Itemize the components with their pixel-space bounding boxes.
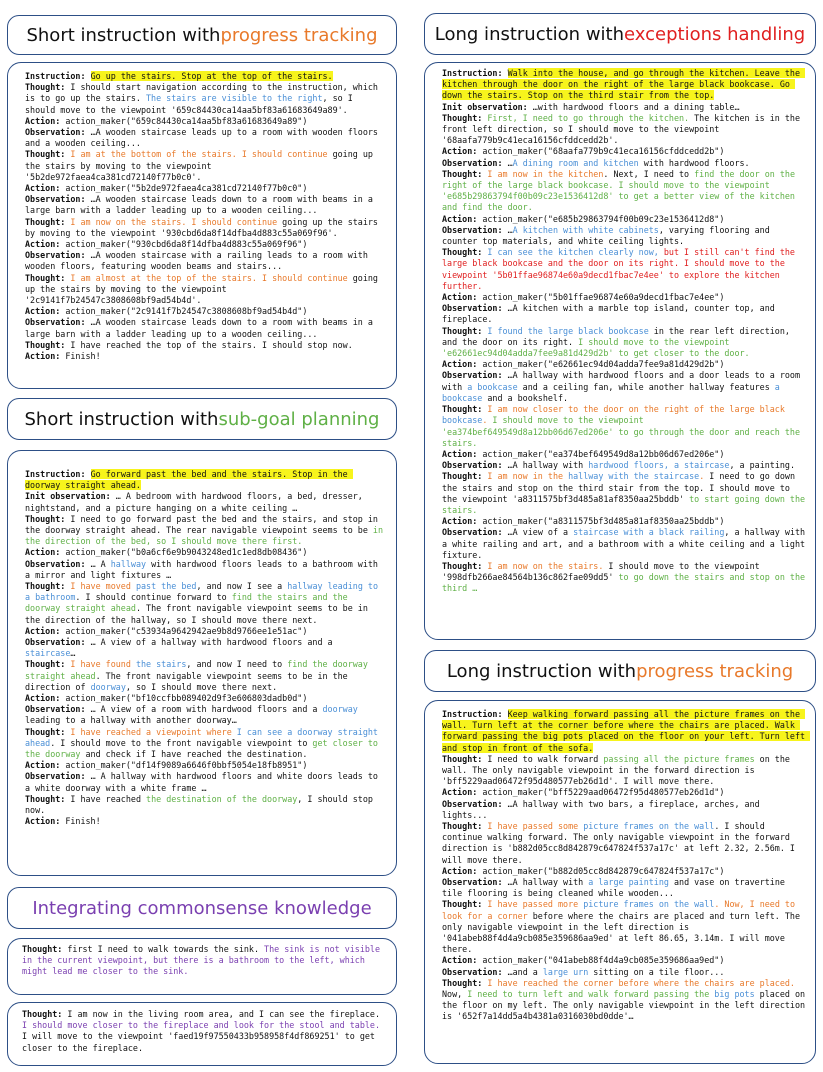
line-text: … A bedroom with hardwood floors, a bed, dresser, nightstand, and a picture hanging on a white ceiling … (25, 491, 368, 513)
line-text: Finish! (65, 351, 101, 362)
transcript-line (25, 794, 385, 816)
panel-long-progress (424, 700, 816, 1064)
line-text: …A wooden staircase with a railing leads to a room with wooden floors, featuring wooden beams and stairs... (25, 250, 373, 272)
line-label: Thought: (442, 899, 488, 910)
line-text: Go forward past the bed and the stairs. Stop in the doorway straight ahead. (25, 469, 353, 491)
title-short-progress (7, 15, 397, 55)
line-text: The stairs are visible to the right (146, 93, 323, 104)
line-label: Thought: (25, 216, 71, 227)
line-label: Observation: (442, 370, 508, 381)
line-label: Thought: (25, 82, 71, 93)
line-text: , I should stop now. (25, 793, 378, 816)
line-text: I have passed more (487, 899, 584, 910)
line-text: I am at the bottom of the stairs. I should continue (70, 149, 328, 160)
line-text: and vase on travertine tile flooring is being cleaned while wooden... (442, 877, 790, 899)
line-label: Action: (442, 213, 483, 224)
line-text: First, I need to go through the kitchen. (487, 112, 690, 123)
line-text: a bookcase (467, 381, 518, 392)
transcript-line (22, 944, 388, 978)
title-commonsense (7, 887, 397, 929)
line-text: get closer to the doorway (25, 737, 384, 760)
line-label: Thought: (25, 793, 71, 804)
line-text: . Now, I need to look for a corner (442, 899, 801, 921)
line-label: Thought: (442, 560, 488, 571)
line-label: Thought: (442, 404, 488, 415)
line-text: going up the stairs by moving to the viewpoint '2c9141f7b24547c3808608bf9ad54b4d'. (25, 272, 384, 306)
line-text: Walk into the house, and go through the kitchen. Leave the kitchen through the door on the right of the large black bookcase. Go down the stairs. Stop on the third stair from the top. (442, 68, 806, 101)
line-label: Observation: (25, 194, 91, 205)
line-label: Observation: (442, 527, 508, 538)
line-label: Observation: (442, 877, 508, 888)
line-text: , and now I need to (186, 659, 288, 670)
line-label: Observation: (442, 460, 508, 471)
transcript-line (25, 626, 385, 637)
line-text: and a bookshelf. (482, 392, 569, 403)
line-text: staircase with a black railing (573, 527, 725, 538)
line-text: large urn (542, 966, 589, 977)
line-label: Action: (442, 516, 483, 527)
transcript-line (442, 449, 806, 460)
line-text: doorway (90, 681, 126, 692)
transcript-line (442, 359, 806, 370)
transcript-line (25, 149, 385, 183)
line-text: , a hallway with a white railing and art, and a bathroom with a white ceiling and a light fixture. (442, 527, 811, 560)
line-text: a large painting (588, 877, 669, 888)
line-text: … (70, 648, 76, 659)
line-text: hallway with the staircase (568, 471, 700, 482)
line-text: I am almost at the top of the stairs. I should continue (70, 272, 348, 283)
line-text: I should start navigation according to the instruction, which is to go up the stairs. (25, 82, 384, 104)
line-text: hallway (110, 558, 147, 569)
line-text: I have passed some (487, 821, 584, 832)
title-long-progress (424, 650, 816, 692)
line-text: action_maker("e62661ec94d04adda7fee9a81d429d2b") (482, 359, 725, 370)
line-label: Thought: (442, 168, 488, 179)
transcript-line (25, 771, 385, 793)
line-text: action_maker("df14f9089a6646f0bbf5054e18fb8951") (65, 760, 308, 771)
panel-content (442, 709, 811, 1023)
line-label: Action: (442, 955, 483, 966)
line-text: . I should continue walking forward. The only navigable viewpoint in the forward direction is 'b882d05cc8d842879c647824f537a17c' at left 2.32, 2.56m. I will move there. (442, 821, 800, 865)
line-text: . The front navigable viewpoint seems to be in the direction of the hallway, so I should move there next. (25, 603, 373, 625)
transcript-line (25, 306, 385, 317)
title-prefix: Short instruction with (26, 24, 221, 46)
line-text: , a painting. (729, 460, 795, 471)
line-text: …A view of a (507, 527, 574, 538)
line-label: Action: (442, 146, 483, 157)
line-text: in the rear left direction, and the door on its right. (442, 325, 795, 347)
transcript-line (442, 877, 806, 899)
line-text: passing all the picture frames (603, 753, 755, 764)
line-label: Thought: (442, 821, 488, 832)
line-label: Action: (25, 351, 66, 362)
line-text: big pots (714, 989, 755, 1000)
line-text: . (699, 471, 705, 482)
line-text: the destination of the doorway (146, 793, 298, 804)
line-text: … A view of a hallway with hardwood floors and a (90, 637, 338, 648)
transcript-line (442, 292, 806, 303)
line-text: Go up the stairs. Stop at the top of the stairs. (90, 71, 333, 81)
line-text: …A wooden staircase leads down to a room with beams in a large barn with a ladder leading up to a wooden ceiling... (25, 194, 378, 216)
line-label: Observation: (25, 250, 91, 261)
panel-commonsense-sink (7, 938, 397, 995)
transcript-line (25, 513, 389, 548)
line-text: . (482, 415, 488, 426)
transcript-line (25, 317, 385, 339)
line-text: I am now on the stairs. (487, 560, 604, 571)
transcript-line (25, 727, 385, 761)
line-label: Instruction: (442, 709, 508, 719)
line-text: find the doorway straight ahead (25, 659, 373, 681)
line-text: to go down the stairs and stop on the third … (442, 572, 811, 594)
line-label: Action: (442, 292, 483, 303)
title-prefix: Long instruction with (446, 660, 637, 682)
line-text: a bookcase (442, 381, 785, 403)
line-label: Action: (442, 448, 483, 459)
transcript-line (442, 247, 806, 292)
transcript-line (25, 816, 385, 827)
line-text: action_maker("659c84430ca14aa5bf83a61683649a89") (65, 115, 308, 126)
line-text: but I still can't find the large black bookcase and the door on its right. I should move to the viewpoint '5b01ffae96874e60a9decd1fbac7e4ee' to explore the kitchen further. (442, 247, 801, 291)
line-label: Action: (442, 359, 483, 370)
transcript-line (25, 581, 385, 626)
line-text: find the stairs and the doorway straight ahead (25, 592, 353, 614)
line-text: … (507, 224, 513, 235)
transcript-line (442, 821, 806, 866)
line-label: Init observation: (25, 491, 116, 502)
line-text: , so I should move to the viewpoint '659c84430ca14aa5bf83a61683649a89'. (25, 93, 358, 115)
line-text: action_maker("bf10ccfbb089402d9f3e606803dadb0d") (65, 693, 308, 704)
line-text: I should move to the viewpoint 'ea374bef649549d8a12bb06d67ed206e' to go through the door and reach the stairs. (442, 415, 806, 448)
line-text: Finish! (65, 816, 101, 827)
transcript-line (25, 127, 385, 149)
line-text: …A hallway with two bars, a fireplace, arches, and lights... (442, 798, 765, 820)
line-text: hardwood floors, a staircase (588, 460, 730, 471)
title-accent: progress tracking (636, 660, 794, 682)
line-text: and check if I have reached the destination. (80, 749, 308, 760)
line-text: , and now I see a (196, 581, 288, 592)
line-text: …A hallway with (507, 877, 589, 888)
transcript-line (442, 560, 811, 595)
line-text: The kitchen is in the front left direction, so I should move to the viewpoint '68aafa779b9c41eca16156cfddcedd2b'. (442, 112, 806, 146)
line-text: find the door on the right of the large black bookcase. I should move to the viewpoint 'e685b29863794f00b09c23e1536412d8' to get a better view of the kitchen and find the door. (442, 168, 801, 213)
transcript-line (442, 158, 806, 169)
line-label: Observation: (25, 558, 91, 569)
transcript-line (25, 82, 385, 116)
transcript-line (25, 217, 385, 239)
transcript-line (25, 194, 385, 216)
line-label: Action: (25, 547, 66, 558)
line-text: I need to go forward past the bed and the stairs, and stop in the doorway straight ahead. The rear navigable viewpoint seems to be (25, 513, 384, 536)
title-long-exceptions (424, 13, 816, 55)
line-label: Init observation: (442, 101, 533, 112)
line-label: Action: (25, 306, 66, 317)
line-text: I found the large black bookcase (487, 325, 649, 336)
line-text: in the direction of the bed, so I should move there first. (25, 525, 389, 547)
line-text: . Next, I need to (603, 168, 695, 179)
line-text: I need to walk forward (487, 753, 604, 764)
transcript-line (25, 469, 385, 491)
line-text: sitting on a tile floor... (588, 966, 725, 977)
line-label: Thought: (22, 1009, 68, 1019)
line-label: Thought: (25, 513, 71, 524)
line-text: first I need to walk towards the sink. (67, 944, 265, 954)
transcript-line (442, 799, 806, 821)
line-text: . I should continue forward to (75, 592, 232, 603)
transcript-line (442, 977, 811, 1023)
line-text: I have reached the top of the stairs. I should stop now. (70, 339, 353, 350)
transcript-line (25, 273, 385, 307)
transcript-line (25, 637, 385, 659)
line-text: action_maker("e685b29863794f00b09c23e1536412d8") (482, 213, 725, 224)
transcript-line (442, 225, 806, 247)
transcript-line (442, 102, 806, 113)
panel-content (22, 1009, 388, 1054)
line-label: Thought: (25, 339, 71, 350)
line-label: Action: (25, 816, 66, 827)
transcript-line (25, 340, 385, 351)
transcript-line (442, 955, 806, 966)
line-text: action_maker("c53934a9642942ae9b8d9766ee1e51ac") (65, 625, 308, 636)
line-text: action_maker("5b2de972faea4ca381cd72140f77b0c0") (65, 183, 308, 194)
line-text: I need to go down the stairs and stop on the third stair from the top. I should move to the viewpoint 'a8311575bf3d485a81af8350aa25bddb' (442, 471, 801, 504)
line-text: action_maker("bff5229aad06472f95d480577eb26d1d") (482, 787, 725, 798)
line-text: staircase (25, 648, 71, 659)
transcript-line (442, 709, 811, 754)
title-accent: exceptions handling (624, 23, 806, 45)
line-text: action_maker("041abeb88f4d4a9cb085e359686aa9ed") (482, 955, 725, 966)
line-text: hallway leading to a bathroom (25, 581, 384, 603)
line-label: Observation: (25, 771, 91, 782)
panel-content (22, 944, 388, 978)
line-label: Thought: (25, 726, 71, 737)
transcript-line (442, 471, 811, 516)
line-label: Observation: (442, 157, 508, 168)
line-text: I am now closer to the door on the right of the large black (487, 404, 790, 415)
line-text: …A kitchen with a marble top island, counter top, and fireplace. (442, 303, 780, 325)
line-text: going up the stairs by moving to the viewpoint '5b2de972faea4ca381cd72140f77b0c0'. (25, 149, 378, 182)
line-text: bookcase (442, 415, 483, 426)
line-label: Thought: (442, 753, 488, 764)
line-label: Thought: (25, 581, 71, 592)
line-label: Observation: (442, 303, 508, 314)
transcript-line (25, 250, 385, 272)
line-label: Thought: (25, 149, 71, 160)
transcript-line (442, 326, 806, 360)
line-text: Keep walking forward passing all the picture frames on the wall. Turn left at the corner before where the chairs are placed. Walk forward passing the big pots placed on the floor on your left. Turn left and stop in front of the sofa. (442, 709, 811, 753)
line-text: A kitchen with white cabinets (512, 224, 659, 235)
line-text: I have reached the corner before where the chairs are placed. (487, 977, 795, 988)
panel-commonsense-fireplace (7, 1002, 397, 1066)
transcript-line (442, 146, 806, 157)
transcript-line (25, 659, 385, 693)
line-text: and a ceiling fan, while another hallway features (517, 381, 775, 392)
line-text: The sink is not visible in the current viewpoint, but there is a bathroom to the left, which might lead me closer to the sink. (22, 944, 386, 977)
line-text: …A hallway with hardwood floors and a door leads to a room with (442, 370, 806, 392)
transcript-line (25, 760, 385, 771)
line-label: Action: (25, 625, 66, 636)
panel-short-progress (7, 62, 397, 389)
line-text: I need to turn left and walk forward passing the (467, 989, 715, 1000)
title-accent: progress tracking (220, 24, 378, 46)
line-label: Observation: (442, 966, 508, 977)
transcript-line (25, 116, 385, 127)
line-label: Observation: (25, 637, 91, 648)
line-text: action_maker("b882d05cc8d842879c647824f537a17c") (482, 865, 725, 876)
line-text: … A view of a room with hardwood floors and a (90, 704, 323, 715)
line-text: , varying flooring and counter top materials, and white ceiling lights. (442, 224, 775, 247)
panel-long-exceptions (424, 62, 816, 640)
line-text: I should move closer to the fireplace and look for the stool and table. (22, 1020, 380, 1031)
transcript-line (25, 547, 385, 558)
line-text: picture frames on the wall (583, 899, 715, 910)
line-label: Instruction: (442, 68, 508, 78)
title-prefix: Long instruction with (434, 23, 625, 45)
line-text: … A hallway with hardwood floors and white doors leads to a white doorway with a white frame … (25, 771, 384, 793)
transcript-line (25, 183, 385, 194)
line-text: action_maker("ea374bef649549d8a12bb06d67ed206e") (482, 448, 725, 459)
line-label: Observation: (442, 798, 508, 809)
line-label: Action: (25, 693, 66, 704)
line-label: Observation: (25, 127, 91, 138)
line-text: action_maker("68aafa779b9c41eca16156cfddcedd2b") (482, 146, 725, 157)
line-text: action_maker("2c9141f7b24547c3808608bf9ad54b4d") (65, 306, 308, 317)
line-text: …and a (507, 966, 543, 977)
transcript-line (442, 404, 806, 449)
line-label: Thought: (25, 272, 71, 283)
line-text: I can see the kitchen clearly now, (487, 247, 664, 258)
title-prefix: Short instruction with (24, 408, 219, 430)
line-text: before where the chairs are placed and turn left. The only navigable viewpoint in the left direction is '041abeb88f4d4a9cb085e359686aa9ed' at left 86.65, 3.14m. I will move there. (442, 910, 806, 955)
line-text: …A wooden staircase leads up to a room with wooden floors and a wooden ceiling... (25, 127, 384, 149)
transcript-line (442, 754, 806, 788)
line-text: going up the stairs by moving to the viewpoint '930cbd6da8f14dfba4d883c55a069f96'. (25, 216, 384, 238)
line-label: Thought: (25, 659, 71, 670)
line-label: Action: (442, 865, 483, 876)
transcript-line (442, 527, 811, 561)
line-label: Thought: (442, 977, 488, 988)
line-label: Action: (25, 239, 66, 250)
line-text: placed on the floor on my left. The only navigable viewpoint in the left direction is '652f7a14dd5a4b4381a0316030bd0dde'… (442, 989, 811, 1022)
transcript-line (25, 693, 385, 704)
panel-content (25, 71, 385, 362)
transcript-line (25, 71, 385, 82)
line-text: action_maker("5b01ffae96874e60a9decd1fbac7e4ee") (482, 292, 725, 303)
line-text: I am now in the kitchen (487, 168, 604, 179)
line-text: I am now in the (487, 471, 569, 482)
line-text: action_maker("930cbd6da8f14dfba4d883c55a069f96") (65, 239, 308, 250)
panel-content (442, 68, 811, 595)
line-text: the stairs (135, 659, 187, 670)
line-text: I should move to the viewpoint 'e62661ec94d04adda7fee9a81d429d2b' to get closer to the door. (442, 336, 750, 359)
transcript-line (25, 351, 385, 362)
line-text: A dining room and kitchen (512, 157, 639, 168)
line-label: Action: (25, 183, 66, 194)
line-label: Thought: (442, 247, 488, 258)
line-text: doorway (322, 704, 358, 715)
line-text: action_maker("a8311575bf3d485a81af8350aa25bddb") (482, 516, 725, 527)
line-text: I will move to the viewpoint 'faed19f97550433b958958f4df869251' to get closer to the fireplace. (22, 1020, 386, 1053)
panel-short-subgoal (7, 450, 397, 876)
transcript-line (25, 491, 385, 513)
line-text: I have reached a viewpoint where (70, 726, 237, 737)
line-text: . The front navigable viewpoint seems to be in the direction of (25, 670, 353, 692)
line-text: picture frames on the wall (583, 821, 715, 832)
line-text: I have reached (70, 793, 147, 804)
line-label: Action: (25, 115, 66, 126)
line-text: with hardwood floors. (638, 157, 750, 168)
line-text: to start going down the stairs. (442, 493, 811, 515)
line-label: Thought: (22, 944, 68, 954)
line-text: …with hardwood floors and a dining table… (532, 101, 740, 112)
transcript-line (442, 866, 806, 877)
line-label: Instruction: (25, 71, 91, 81)
line-text: … A (90, 558, 111, 569)
line-text: I have found (70, 659, 136, 670)
title-accent: sub-goal planning (218, 408, 380, 430)
line-text: …A hallway with (507, 460, 589, 471)
line-label: Thought: (442, 112, 488, 123)
transcript-line (25, 704, 385, 726)
transcript-line (442, 787, 806, 798)
transcript-line (442, 899, 806, 955)
transcript-line (25, 559, 385, 581)
transcript-line (442, 113, 806, 147)
transcript-line (22, 1009, 388, 1054)
line-text: leading to a hallway with another doorway… (25, 704, 363, 726)
transcript-line (442, 967, 806, 978)
line-label: Observation: (25, 704, 91, 715)
line-label: Instruction: (25, 469, 91, 479)
line-text: with hardwood floors leads to a bathroom with a mirror and light fixtures … (25, 558, 384, 580)
line-text: I can see a doorway straight ahead (25, 726, 384, 748)
line-text: , so I should move there next. (125, 681, 278, 692)
title-accent: Integrating commonsense knowledge (32, 897, 372, 919)
transcript-line (25, 239, 385, 250)
line-text: action_maker("b0a6cf6e9b9043248ed1c1ed8db08436") (65, 547, 308, 558)
transcript-line (442, 169, 806, 214)
line-label: Action: (442, 787, 483, 798)
line-text: . I should move to the front navigable viewpoint to (50, 737, 313, 748)
transcript-line (442, 460, 806, 471)
transcript-line (442, 516, 806, 527)
line-label: Thought: (442, 325, 488, 336)
line-label: Thought: (442, 471, 488, 482)
transcript-line (442, 214, 806, 225)
line-text: Now, (442, 977, 801, 1000)
line-text: I have moved (70, 581, 136, 592)
line-label: Observation: (442, 224, 508, 235)
line-text: …A wooden staircase leads down to a room with beams in a large barn with a ladder leading up to a wooden ceiling... (25, 317, 378, 339)
line-text: past the bed (135, 581, 197, 592)
transcript-line (442, 68, 806, 102)
line-label: Observation: (25, 317, 91, 328)
panel-content (25, 469, 389, 828)
line-text: I am now in the living room area, and I can see the fireplace. (67, 1009, 386, 1019)
line-text: I should move to the viewpoint '998dfb266ae84564b136c862fae09dd5' (442, 560, 765, 583)
transcript-line (442, 370, 806, 404)
line-text: on the wall. The only navigable viewpoint in the forward direction is 'bff5229aad06472f95d480577eb26d1d'. I will move there. (442, 753, 795, 787)
line-text: I am now on the stairs. I should continue (70, 216, 278, 227)
line-text: … (507, 157, 513, 168)
title-short-subgoal (7, 398, 397, 440)
transcript-line (442, 303, 806, 325)
line-label: Action: (25, 760, 66, 771)
